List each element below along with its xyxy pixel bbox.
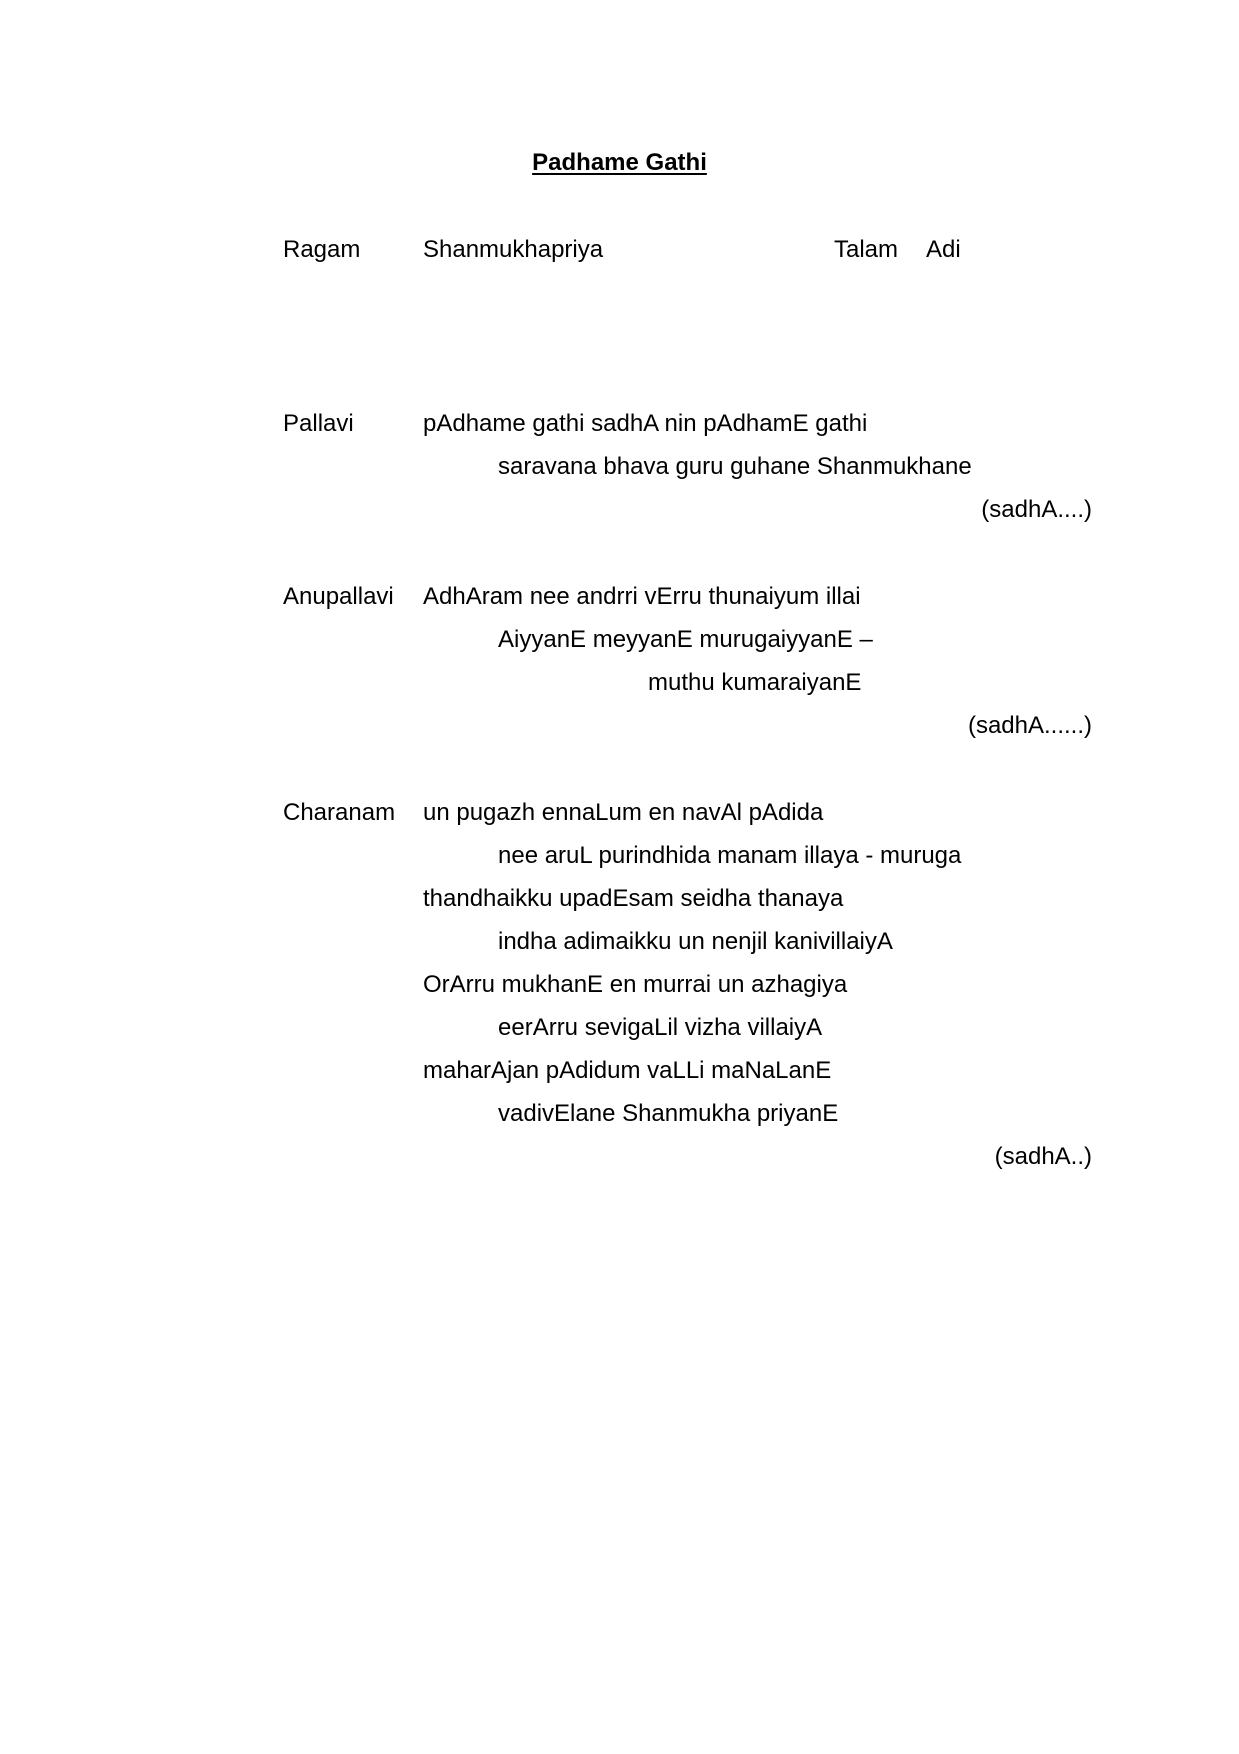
ragam-value: Shanmukhapriya bbox=[423, 236, 604, 263]
pallavi-refrain: (sadhA....) bbox=[981, 496, 1092, 523]
charanam-line: maharAjan pAdidum vaLLi maNaLanE bbox=[423, 1057, 832, 1084]
talam-label: Talam bbox=[834, 236, 899, 263]
charanam-line: eerArru sevigaLil vizha villaiyA bbox=[498, 1014, 823, 1041]
page-title: Padhame Gathi bbox=[532, 149, 707, 176]
charanam-line: indha adimaikku un nenjil kanivillaiyA bbox=[498, 928, 893, 955]
charanam-line: nee aruL purindhida manam illaya - muruga bbox=[498, 842, 962, 869]
talam-value: Adi bbox=[926, 236, 961, 263]
anupallavi-line: AdhAram nee andrri vErru thunaiyum illai bbox=[423, 583, 861, 610]
charanam-line: thandhaikku upadEsam seidha thanaya bbox=[423, 885, 844, 912]
pallavi-line: saravana bhava guru guhane Shanmukhane bbox=[498, 453, 972, 480]
anupallavi-label: Anupallavi bbox=[283, 583, 394, 610]
charanam-refrain: (sadhA..) bbox=[994, 1143, 1092, 1170]
charanam-line: vadivElane Shanmukha priyanE bbox=[498, 1100, 839, 1127]
ragam-label: Ragam bbox=[283, 236, 361, 263]
pallavi-line: pAdhame gathi sadhA nin pAdhamE gathi bbox=[423, 410, 868, 437]
anupallavi-refrain: (sadhA......) bbox=[967, 712, 1092, 739]
anupallavi-line: muthu kumaraiyanE bbox=[648, 669, 862, 696]
charanam-label: Charanam bbox=[283, 799, 396, 826]
charanam-line: OrArru mukhanE en murrai un azhagiya bbox=[423, 971, 848, 998]
pallavi-label: Pallavi bbox=[283, 410, 354, 437]
charanam-line: un pugazh ennaLum en navAl pAdida bbox=[423, 799, 824, 826]
anupallavi-line: AiyyanE meyyanE murugaiyyanE – bbox=[498, 626, 873, 653]
